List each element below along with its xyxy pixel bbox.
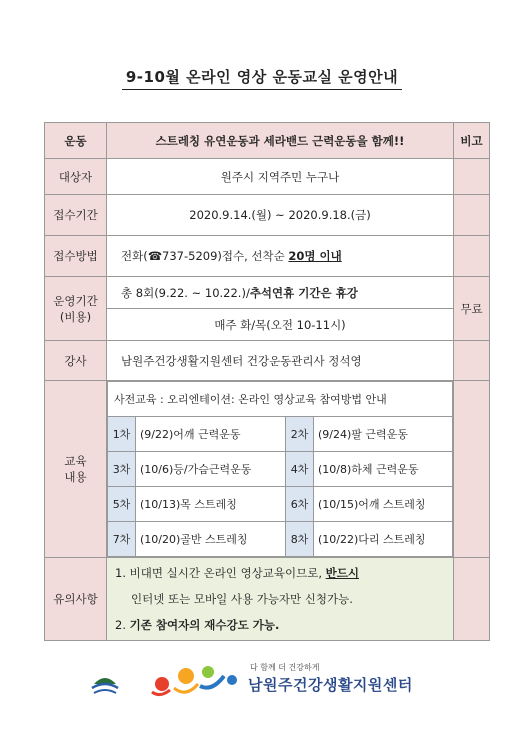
operation-label [45,277,107,341]
method-highlight: 20명 이내 [288,249,342,263]
session-topic: (10/8)하체 근력운동 [314,452,453,487]
session-num: 3차 [108,452,136,487]
session-table [107,381,453,557]
education-row [45,381,490,558]
notice-content [107,558,454,641]
session-num: 5차 [108,487,136,522]
notice-label: 유의사항 [45,558,107,641]
period-label: 접수기간 [45,195,107,236]
instructor-label: 강사 [45,341,107,381]
operation-line1 [107,277,454,309]
instructor-value: 남원주건강생활지원센터 건강운동관리사 정석영 [107,341,454,381]
session-row [108,487,453,522]
method-value [107,236,454,277]
target-remark [454,159,490,195]
session-topic: (9/24)팔 근력운동 [314,417,453,452]
operation-line2: 매주 화/목(오전 10-11시) [107,309,454,341]
operation-row-2 [45,309,490,341]
target-label: 대상자 [45,159,107,195]
notice-row [45,558,490,641]
session-topic: (10/13)목 스트레칭 [136,487,286,522]
operation-label-line1: 운영기간 [53,293,98,308]
header-label: 운동 [45,123,107,159]
pre-education: 사전교육 : 오리엔테이션: 온라인 영상교육 참여방법 안내 [108,382,453,417]
education-content [107,381,454,558]
session-num: 2차 [286,417,314,452]
period-value: 2020.9.14.(월) ~ 2020.9.18.(금) [107,195,454,236]
method-row [45,236,490,277]
instructor-remark [454,341,490,381]
operation-row-1 [45,277,490,309]
target-row [45,159,490,195]
session-topic: (10/20)골반 스트레칭 [136,522,286,557]
city-emblem-icon [92,678,118,693]
operation-label-line2: (비용) [59,309,92,324]
session-topic: (10/6)등/가슴근력운동 [136,452,286,487]
session-row [108,452,453,487]
method-label: 접수방법 [45,236,107,277]
session-num: 6차 [286,487,314,522]
method-prefix: 전화(☎737-5209)접수, 선착순 [121,249,289,263]
session-num: 8차 [286,522,314,557]
education-label-line2: 내용 [64,470,87,484]
target-value: 원주시 지역주민 누구나 [107,159,454,195]
footer-center-name: 남원주건강생활지원센터 [248,676,413,694]
title-text: 9-10월 온라인 영상 운동교실 운영안내 [122,68,402,90]
session-row [108,522,453,557]
method-remark [454,236,490,277]
education-label [45,381,107,558]
operation-fee: 무료 [454,277,490,341]
session-topic: (10/15)어깨 스트레칭 [314,487,453,522]
operation-line1-a: 총 8회(9.22. ~ 10.22.)/ [121,285,250,300]
footer-tagline: 다 함께 더 건강하게 [250,663,320,672]
header-content: 스트레칭 유연운동과 세라밴드 근력운동을 함께!! [107,123,454,159]
notice-line3 [115,612,445,638]
session-row [108,417,453,452]
period-row [45,195,490,236]
health-center-logo-icon [152,666,237,695]
education-remark [454,381,490,558]
notice-remark [454,558,490,641]
notice-line3-a: 2. [115,618,130,632]
notice-line2: 인터넷 또는 모바일 사용 가능자만 신청가능. [131,592,353,606]
program-table [44,122,490,641]
instructor-row [45,341,490,381]
header-row [45,123,490,159]
operation-line1-b: 추석연휴 기간은 휴강 [249,285,358,300]
session-topic: (10/22)다리 스트레칭 [314,522,453,557]
page-title [0,66,524,87]
notice-line1 [115,560,445,586]
education-label-line1: 교육 [64,454,87,468]
session-num: 1차 [108,417,136,452]
session-num: 4차 [286,452,314,487]
header-remark: 비고 [454,123,490,159]
period-remark [454,195,490,236]
notice-line3-b: 기존 참여자의 재수강도 가능. [129,618,280,632]
notice-line1-b: 반드시 [325,566,359,580]
session-topic: (9/22)어깨 근력운동 [136,417,286,452]
session-num: 7차 [108,522,136,557]
notice-line1-a: 1. 비대면 실시간 온라인 영상교육이므로, [115,566,326,580]
